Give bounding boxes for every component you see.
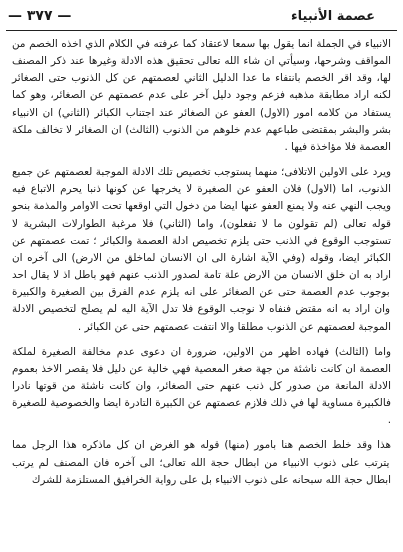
text-line: البشرية لا تستوجب الوقوع في الذنب حتى يلزم تخصيص ادلة العصمة والكبائر ؛ تمت عصمتهم: [12, 217, 391, 247]
paragraph: [12, 164, 391, 336]
text-line: الصغائر لكنه اراد مطابقة مذهبه فزعم وجود دليل آخر على عدم عصمتهم عن الصغائر،: [12, 72, 391, 102]
text-line: ابطال حجة الله سبحانه على ذنوب الانبياء بل على رواية الخرافيق المستلزمة للشرك: [31, 473, 391, 486]
text-line: احد بوجوب عدم العصمة حتى عن الصغائر على انه يلزم عدم الفرق بين الصغيرة والكبيرة: [12, 269, 390, 299]
running-header: [8, 4, 395, 28]
text-line: الاتباع فيه ويجب النهي عنه ولا يمنع العفو عنها ايضا من دخول التي اوقعها تحت الاوامر: [12, 183, 391, 213]
text-line: الانبياء في الجملة انما يقول بها سمعا لاعتقاد كما عرفته في الكلام الذي اخذه الخصم: [25, 38, 391, 50]
text-line: والمذمة بنحو قوله تعالى (لم تقولون ما لا تفعلون)، واما (الثاني) فلا مرغبة الطوارلات: [12, 200, 391, 230]
text-line: وان اراد به انه مقتض فنفاه لا نوجب الوقوع فلا تدل الآية اليه لم يصلح لتخصيص الادلة: [12, 303, 391, 316]
text-line: من المواقف وشرحها، وسيأتي ان شاء الله تعالى تحقيق هذه الادلة وغيرها عند ذكر: [12, 38, 391, 68]
text-line: هذا وقد خلط الخصم هنا بامور (منها) قوله هو الغرض ان كل ماذكره هذا الرجل: [26, 439, 391, 452]
text-line: والخصوصية للصغيرة .: [12, 397, 391, 427]
text-line: ويرد على الاولين الاتلافى؛ منهما يستوجب تخصيص تلك الادلة الموجبة لعصمتهم: [50, 166, 391, 179]
text-line: ان الانبياء بشر والبشر بمقتضى طباعهم عدم خلوهم من الذنوب (الثالث) ان الصغائر: [12, 106, 391, 136]
text-line: قوتها نادرا فالكبيرة مساوية لها في ذلك فلازم عصمتهم عن الكبيرة التادرة ايضا: [12, 379, 391, 410]
page-number: — ٣٧٧ —: [8, 8, 72, 24]
text-line: عن جميع الذنوب، اما (الاول) فلان العفو عن الصغيرة لا يخرجها عن كونها ذنبا يحرم: [12, 166, 391, 196]
text-line: عن الكبائر ايضا، وقوله (وفي الآية اشارة الى ان الانسان لماخلق من الارض) الى آخره: [12, 234, 391, 264]
body-text: [12, 36, 391, 548]
text-line: واما (الثالث) فهاده اظهر من الاولين، ضرورة ان دعوى عدم مخالفة الصغيرة: [35, 345, 391, 358]
text-line: ان اراد به ان خلق الانسان من الارض علة تامة لصدور الذنب عنهم فهو باطل اذ لا يقال: [12, 251, 391, 282]
paragraph: [12, 344, 391, 430]
header-divider: [6, 30, 397, 31]
text-line: وهو كما يستفاد من كلامه امور (الاول) العفو عن الصغائر عند اجتناب الكبائر (الثاني): [12, 89, 391, 119]
text-line: بعموم الادلة المانعة من صدور كل ذنب عنهم حتى الصغائر، وان كانت ناشئة من: [12, 362, 391, 392]
book-title: عصمة الأنبياء: [291, 8, 375, 24]
text-line: المصنف لها، وقد اقر الخصم بانتفاء ما عدا الدليل الثاني لعصمتهم عن كل الذنوب حتى: [12, 55, 391, 85]
paragraph: [12, 437, 391, 488]
paragraph: [12, 36, 391, 156]
text-line: لا تخالف ملكة العصمة فلا مؤاخذة فيها .: [12, 123, 391, 153]
text-line: الموجبة لعصمتهم عن الذنوب مطلقا والا انتفت عصمتهم حتى عن الكبائر .: [77, 320, 391, 333]
text-line: مما يترتب على ذنوب الانبياء من ابطال حجة الله تعالى؛ الى آخره فان المصنف لم يرتب: [12, 439, 390, 469]
text-line: لملكة العصمة ان كانت ناشئة من جهة صغر المعصية فهي خالية عن دليل فلا يقصر الاخذ: [12, 345, 391, 375]
